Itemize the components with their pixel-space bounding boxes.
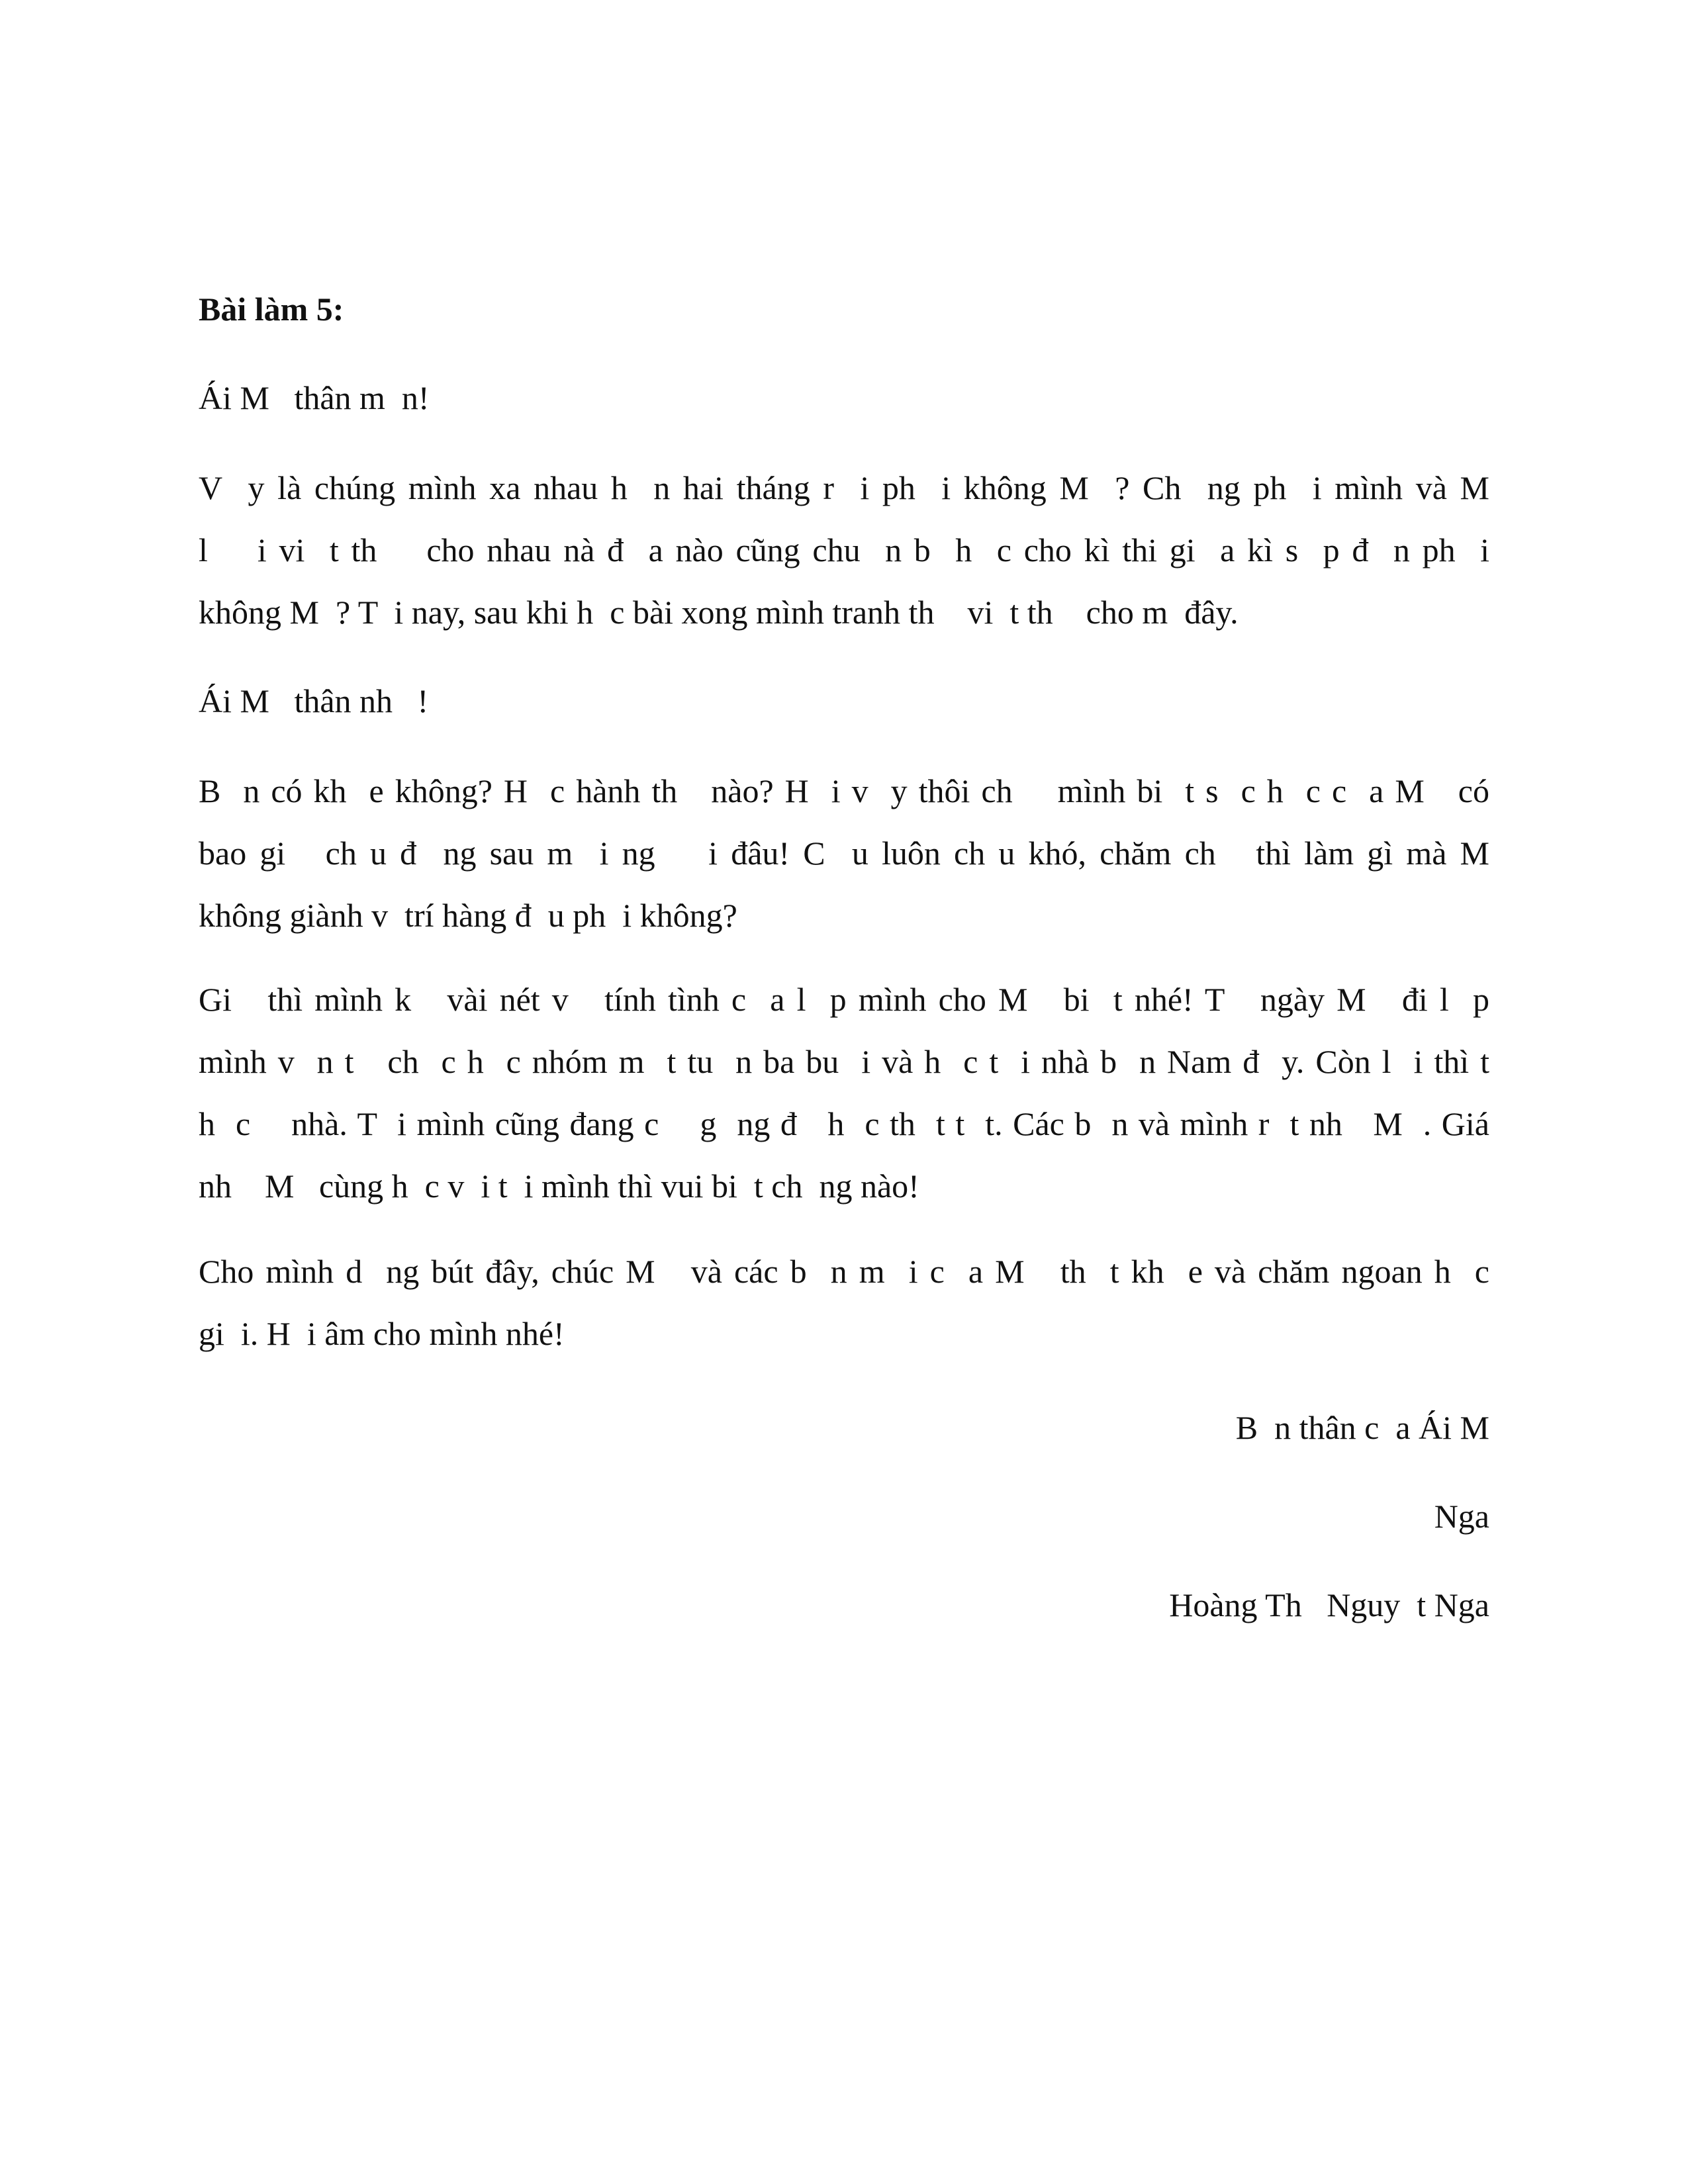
paragraph-4 — [199, 1240, 1489, 1365]
paragraph-line: h c nhà. T i mình cũng đang c g ng đ h c th t t t. Các b n và mình r t nh M . Giá — [199, 1105, 1489, 1142]
paragraph-line: nh M cùng h c v i t i mình thì vui bi t ch ng nào! — [199, 1167, 919, 1205]
document-page — [199, 0, 1489, 2184]
paragraph-3 — [199, 968, 1489, 1217]
paragraph-line: Cho mình d ng bút đây, chúc M và các b n m i c a M th t kh e và chăm ngoan h c — [199, 1253, 1489, 1290]
paragraph-line: không giành v trí hàng đ u ph i không? — [199, 897, 737, 934]
heading: Bài làm 5: — [199, 291, 344, 328]
paragraph-line: B n có kh e không? H c hành th nào? H i v y thôi ch mình bi t s c h c c a M có — [199, 772, 1489, 809]
greeting-second: Ái M thân nh ! — [199, 682, 429, 719]
paragraph-line: V y là chúng mình xa nhau h n hai tháng r i ph i không M ? Ch ng ph i mình và M — [199, 469, 1489, 506]
greeting-first: Ái M thân m n! — [199, 379, 430, 416]
closing-line-1: B n thân c a Ái M — [1235, 1409, 1489, 1446]
paragraph-line: l i vi t th cho nhau nà đ a nào cũng chu n b h c cho kì thi gi a kì s p đ n ph i — [199, 531, 1489, 569]
paragraph-line: Gi thì mình k vài nét v tính tình c a l p mình cho M bi t nhé! T ngày M đi l p — [199, 981, 1489, 1018]
paragraph-2 — [199, 760, 1489, 946]
paragraph-line: gi i. H i âm cho mình nhé! — [199, 1315, 565, 1352]
paragraph-1 — [199, 457, 1489, 643]
closing-full-name: Hoàng Th Nguy t Nga — [1169, 1586, 1489, 1623]
paragraph-line: bao gi ch u đ ng sau m i ng i đâu! C u luôn ch u khó, chăm ch thì làm gì mà M — [199, 835, 1489, 872]
closing-signature-name: Nga — [1434, 1498, 1489, 1535]
paragraph-line: mình v n t ch c h c nhóm m t tu n ba bu i và h c t i nhà b n Nam đ y. Còn l i thì t — [199, 1043, 1489, 1080]
paragraph-line: không M ? T i nay, sau khi h c bài xong mình tranh th vi t th cho m đây. — [199, 594, 1239, 631]
